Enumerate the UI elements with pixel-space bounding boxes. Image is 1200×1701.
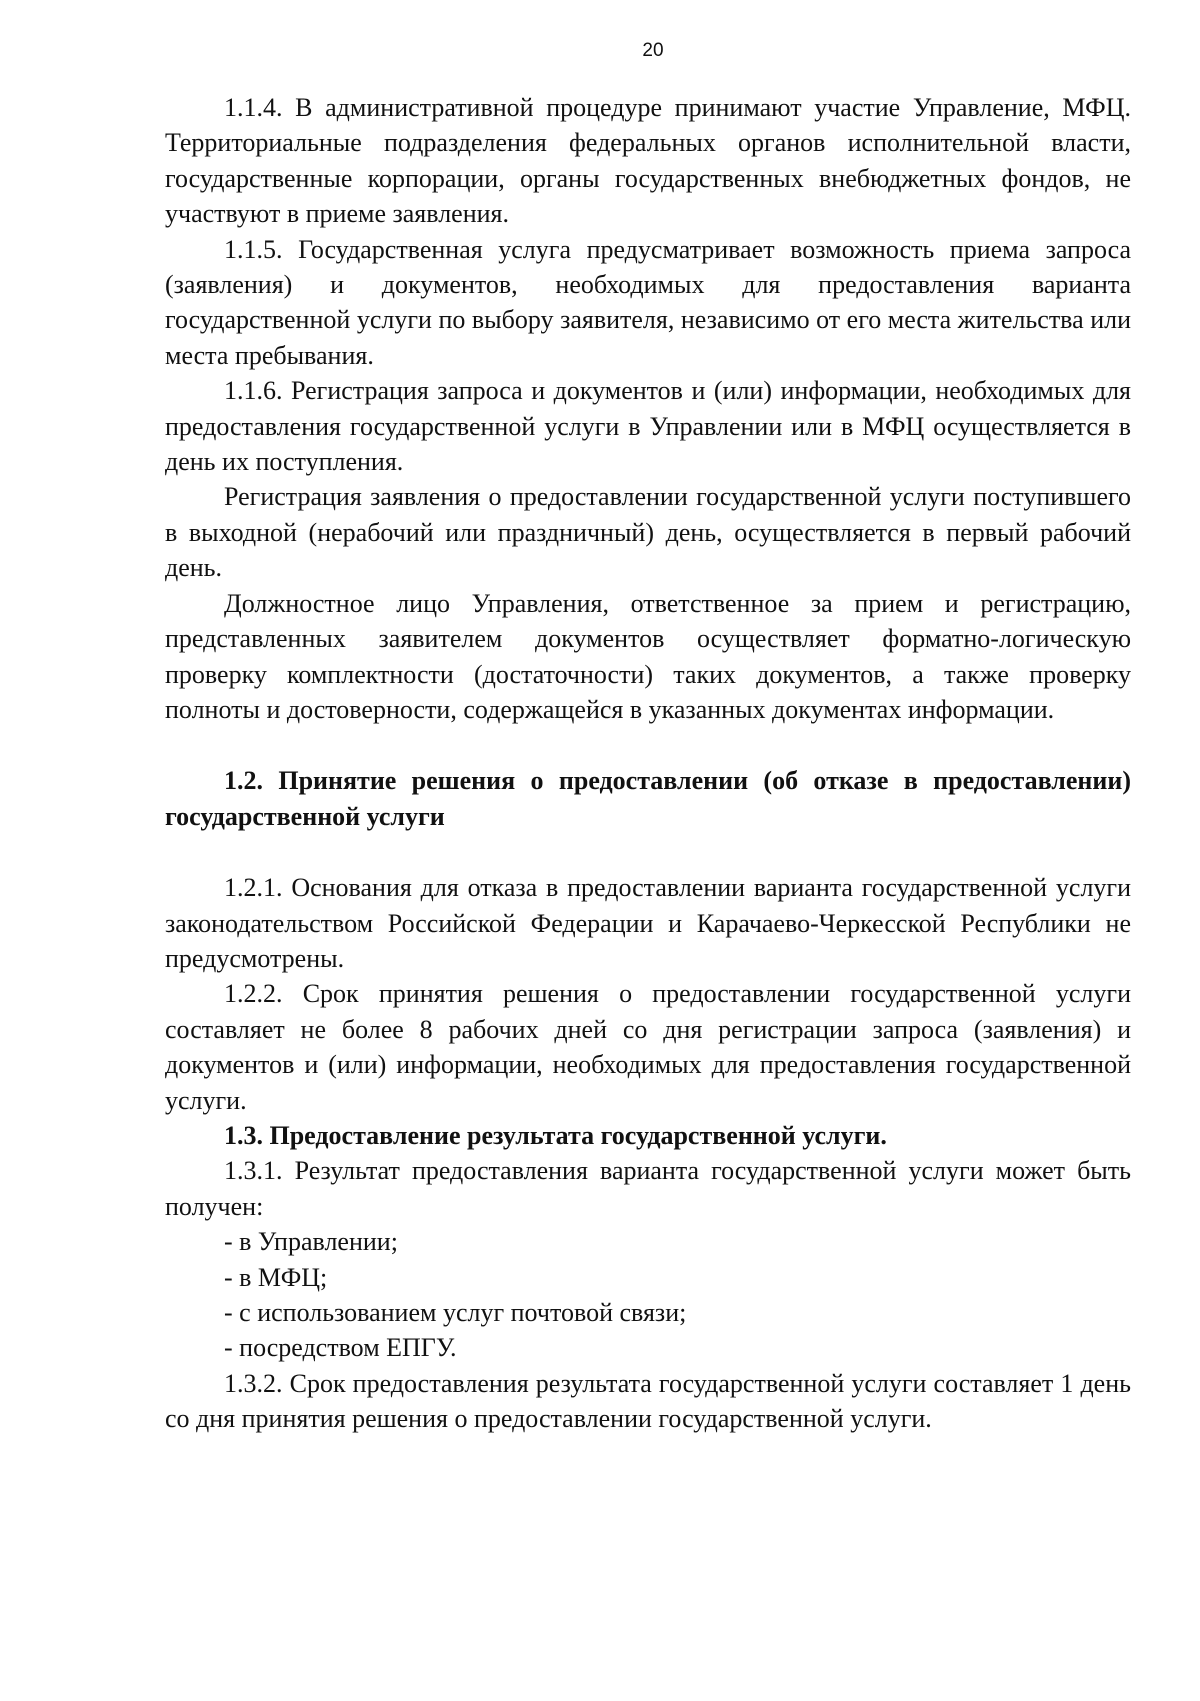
paragraph-1-1-5: 1.1.5. Государственная услуга предусматривает возможность приема запроса (заявления) и документов, необходимых для предоставления варианта государственной услуги по выбору заявителя, независимо от его места жительства или места пребывания. (165, 234, 1131, 370)
paragraph-1-1-4: 1.1.4. В административной процедуре принимают участие Управление, МФЦ. Территориальные подразделения федеральных органов исполнительной власти, государственные корпорации, органы государственных внебюджетных фондов, не участвуют в приеме заявления. (165, 93, 1131, 229)
list-item-management: - в Управлении; (224, 1227, 398, 1257)
page-number: 20 (642, 40, 664, 61)
list-item-epgu: - посредством ЕПГУ. (224, 1333, 457, 1363)
paragraph-1-2-1: 1.2.1. Основания для отказа в предоставлении варианта государственной услуги законодательством Российской Федерации и Карачаево-Черкесской Республики не предусмотрены. (165, 873, 1131, 973)
paragraph-1-2-2: 1.2.2. Срок принятия решения о предоставлении государственной услуги составляет не более 8 рабочих дней со дня регистрации запроса (заявления) и документов и (или) информации, необходимых для предоставления государственной услуги. (165, 979, 1131, 1115)
section-heading-1-2: 1.2. Принятие решения о предоставлении (об отказе в предоставлении) государственной услуги (165, 766, 1131, 831)
paragraph-official: Должностное лицо Управления, ответственное за прием и регистрацию, представленных заявителем документов осуществляет форматно-логическую проверку комплектности (достаточности) таких документов, а также проверку полноты и достоверности, содержащейся в указанных документах информации. (165, 588, 1131, 724)
paragraph-1-3-1: 1.3.1. Результат предоставления варианта государственной услуги может быть получен: (165, 1156, 1131, 1221)
paragraph-registration: Регистрация заявления о предоставлении государственной услуги поступившего в выходной (нерабочий или праздничный) день, осуществляется в первый рабочий день. (165, 482, 1131, 583)
list-item-postal: - с использованием услуг почтовой связи; (224, 1298, 687, 1327)
paragraph-1-1-6: 1.1.6. Регистрация запроса и документов и (или) информации, необходимых для предоставления государственной услуги в Управлении или в МФЦ осуществляется в день их поступления. (165, 376, 1131, 477)
list-item-mfc: - в МФЦ; (224, 1262, 328, 1292)
section-heading-1-3: 1.3. Предоставление результата государственной услуги. (224, 1120, 887, 1150)
document-page (165, 40, 1131, 1437)
paragraph-1-3-2: 1.3.2. Срок предоставления результата государственной услуги составляет 1 день со дня принятия решения о предоставлении государственной услуги. (165, 1368, 1131, 1434)
